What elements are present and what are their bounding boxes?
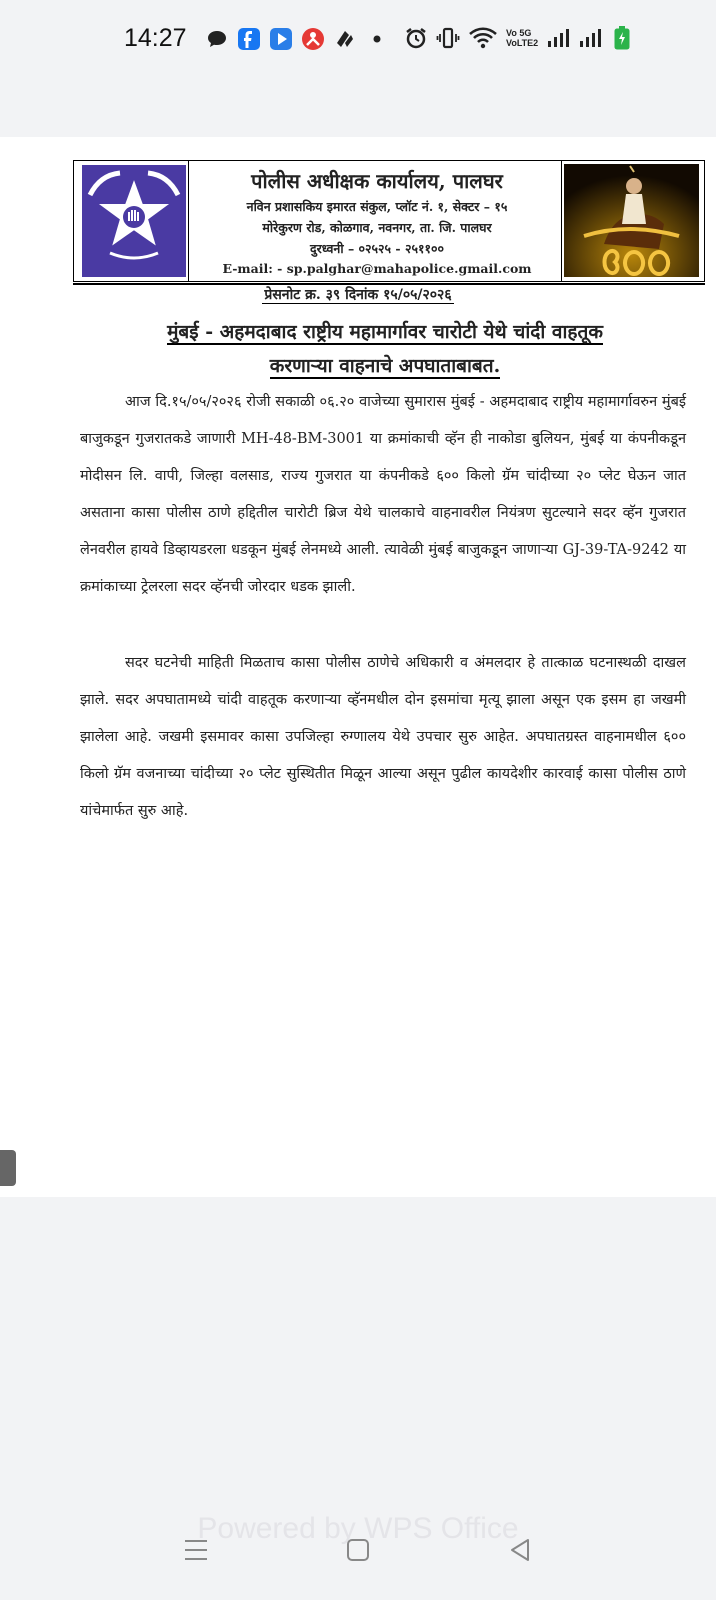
signal-2-icon <box>578 26 602 50</box>
address-line-2: मोरेकुरण रोड, कोळगाव, नवनगर, ता. जि. पालघर <box>262 220 492 235</box>
home-icon <box>344 1536 372 1564</box>
status-time: 14:27 <box>124 24 187 52</box>
chat-icon <box>205 27 229 51</box>
letterhead-divider <box>561 161 562 281</box>
vibrate-icon <box>436 26 460 50</box>
network-type-label: Vo 5G VoLTE2 <box>506 28 539 48</box>
office-title: पोलीस अधीक्षक कार्यालय, पालघर <box>251 169 503 193</box>
app-icon <box>333 27 357 51</box>
dot-icon <box>365 27 389 51</box>
phone-line: दुरध्वनी – ०२५२५ - २५११०० <box>310 241 444 256</box>
address-line-1: नविन प्रशासकिय इमारत संकुल, प्लॉट नं. १, सेक्टर – १५ <box>246 199 508 214</box>
alarm-icon <box>404 26 428 50</box>
system-icons <box>404 26 634 50</box>
signal-1-icon <box>546 26 570 50</box>
facebook-icon <box>237 27 261 51</box>
notification-icons <box>205 27 389 51</box>
paragraph-2: सदर घटनेची माहिती मिळताच कासा पोलीस ठाणेचे अधिकारी व अंमलदार हे तात्काळ घटनास्थळी दाखल झाले. सदर अपघातामध्ये चांदी वाहतूक करणाऱ्या व्हॅनमधील दोन इसमांचा मृत्यू झाला असून एक इसम हा जखमी झालेला आहे. जखमी इसमावर कासा उपजिल्हा रुग्णालय येथे उपचार सुरु आहेत. अपघातग्रस्त वाहनामधील ६०० किलो ग्रॅम वजनाच्या चांदीच्या २० प्लेट सुस्थितीत मिळून आल्या असून पुढील कायदेशीर कारवाई कासा पोलीस ठाणे यांचेमार्फत सुरु आहे. <box>80 655 686 819</box>
wifi-icon <box>468 26 498 50</box>
menu-button[interactable] <box>176 1530 216 1570</box>
paragraph-1: आज दि.१५/०५/२०२६ रोजी सकाळी ०६.२० वाजेच्या सुमारास मुंबई - अहमदाबाद राष्ट्रीय महामार्गावरुन मुंबई बाजुकडून गुजरातकडे जाणारी MH-48-BM-3001 या क्रमांकाची व्हॅन ही नाकोडा बुलियन, मुंबई या कंपनीकडून मोदीसन लि. वापी, जिल्हा वलसाड, राज्य गुजरात या कंपनीकडे ६०० किलो ग्रॅम चांदीच्या २० प्लेट घेऊन जात असताना कासा पोलीस ठाणे हद्दितील चारोटी ब्रिज येथे चालकाचे वाहनावरील नियंत्रण सुटल्याने सदर व्हॅन गुजरात लेनवरील हायवे डिव्हायडरला धडकून मुंबई लेनमध्ये आली. त्यावेळी मुंबई बाजुकडून जाणाऱ्या GJ-39-TA-9242 या क्रमांकाच्या ट्रेलरला सदर व्हॅनची जोरदार धडक झाली. <box>80 394 686 595</box>
police-logo <box>82 165 186 277</box>
document-page[interactable] <box>0 137 716 1197</box>
email-line: E-mail: - sp.palghar@mahapolice.gmail.com <box>222 261 532 276</box>
back-icon <box>506 1536 534 1564</box>
cast-icon <box>301 27 325 51</box>
home-button[interactable] <box>338 1530 378 1570</box>
back-button[interactable] <box>500 1530 540 1570</box>
letterhead-text <box>190 163 564 276</box>
anniversary-emblem-image <box>564 164 699 277</box>
wps-watermark: Powered by WPS Office <box>197 1512 519 1545</box>
letterhead-divider <box>188 161 189 281</box>
letterhead <box>73 160 705 282</box>
video-icon <box>269 27 293 51</box>
battery-icon <box>610 26 634 50</box>
headline <box>90 315 680 383</box>
headline-line-1: मुंबई - अहमदाबाद राष्ट्रीय महामार्गावर चारोटी येथे चांदी वाहतूक <box>167 321 603 343</box>
navigation-bar <box>0 1530 716 1580</box>
press-note-number: प्रेसनोट क्र. ३९ दिनांक १५/०५/२०२६ <box>264 287 452 303</box>
status-bar <box>0 0 716 80</box>
scroll-handle[interactable] <box>0 1150 16 1186</box>
menu-icon <box>182 1536 210 1564</box>
headline-line-2: करणाऱ्या वाहनाचे अपघाताबाबत. <box>269 355 501 377</box>
